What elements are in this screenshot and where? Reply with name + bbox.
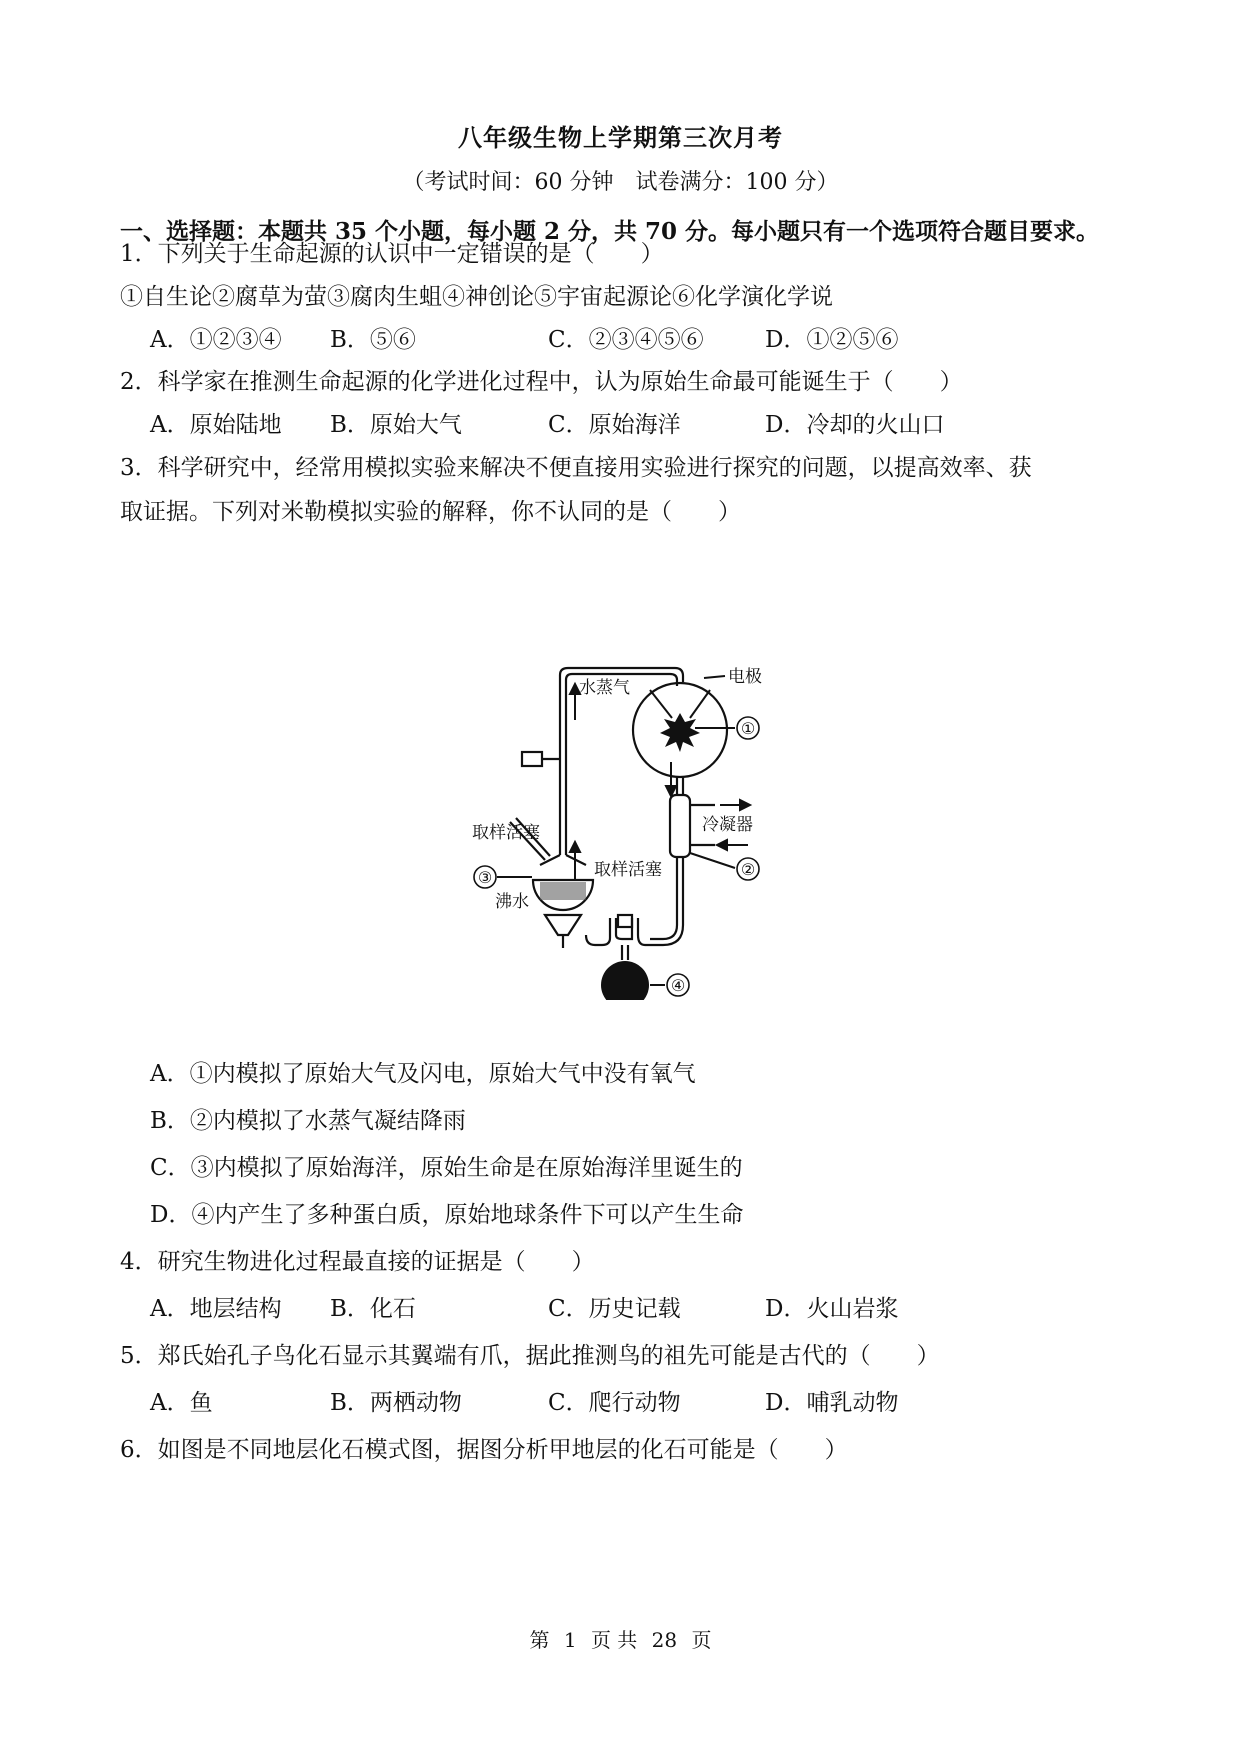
question-1-statements: ①自生论②腐草为萤③腐肉生蛆④神创论⑤宇宙起源论⑥化学演化学说 [120, 284, 833, 310]
question-5-option-d: D．哺乳动物 [765, 1390, 899, 1416]
question-2-option-b: B．原始大气 [330, 412, 462, 438]
question-5-stem: 5．郑氏始孔子鸟化石显示其翼端有爪，据此推测鸟的祖先可能是古代的（ ） [120, 1343, 940, 1369]
label-stopcock-right: 取样活塞 [594, 860, 662, 880]
question-2-option-d: D．冷却的火山口 [765, 412, 945, 438]
page-footer [0, 1624, 1241, 1653]
footer-prefix: 第 [529, 1628, 550, 1652]
section-heading: 一、选择题：本题共 35 个小题，每小题 2 分，共 70 分。每小题只有一个选项符合题目要求。 [120, 218, 1100, 245]
question-4-option-b: B．化石 [330, 1296, 416, 1322]
question-4-option-c: C．历史记载 [548, 1296, 681, 1322]
question-4-option-a: A．地层结构 [150, 1296, 282, 1322]
question-3-stem-line2: 取证据。下列对米勒模拟实验的解释，你不认同的是（ ） [120, 499, 741, 525]
question-2-option-c: C．原始海洋 [548, 412, 681, 438]
label-stopcock-left: 取样活塞 [472, 823, 540, 843]
question-3-option-d: D．④内产生了多种蛋白质，原始地球条件下可以产生生命 [150, 1202, 744, 1228]
question-1-option-c: C．②③④⑤⑥ [548, 327, 704, 353]
footer-mid: 页 共 [590, 1628, 638, 1652]
question-3-option-a: A．①内模拟了原始大气及闪电，原始大气中没有氧气 [150, 1061, 696, 1087]
footer-page-number: 1 [563, 1628, 577, 1652]
label-3: ③ [477, 868, 493, 887]
question-3-option-c: C．③内模拟了原始海洋，原始生命是在原始海洋里诞生的 [150, 1155, 743, 1181]
page-title: 八年级生物上学期第三次月考 [458, 123, 783, 152]
question-1-option-a: A．①②③④ [150, 327, 282, 353]
question-4-option-d: D．火山岩浆 [765, 1296, 899, 1322]
question-3-stem-line1: 3．科学研究中，经常用模拟实验来解决不便直接用实验进行探究的问题，以提高效率、获 [120, 455, 1032, 481]
label-steam: 水蒸气 [579, 678, 630, 698]
question-3-option-b: B．②内模拟了水蒸气凝结降雨 [150, 1108, 466, 1134]
label-2: ② [740, 860, 756, 879]
label-4: ④ [670, 976, 686, 995]
label-electrode: 电极 [728, 667, 762, 687]
question-4-stem: 4．研究生物进化过程最直接的证据是（ ） [120, 1249, 595, 1275]
question-1-option-b: B．⑤⑥ [330, 327, 416, 353]
miller-experiment-diagram [460, 650, 800, 1000]
question-5-option-c: C．爬行动物 [548, 1390, 681, 1416]
question-1-option-d: D．①②⑤⑥ [765, 327, 899, 353]
label-condenser: 冷凝器 [702, 815, 753, 835]
exam-info: （考试时间：60 分钟 试卷满分：100 分） [402, 170, 839, 195]
footer-total-pages: 28 [651, 1628, 678, 1652]
question-5-option-b: B．两栖动物 [330, 1390, 462, 1416]
question-6-stem: 6．如图是不同地层化石模式图，据图分析甲地层的化石可能是（ ） [120, 1437, 848, 1463]
question-2-option-a: A．原始陆地 [150, 412, 282, 438]
question-1-stem: 1．下列关于生命起源的认识中一定错误的是（ ） [120, 241, 664, 267]
question-5-option-a: A．鱼 [150, 1390, 213, 1416]
question-2-stem: 2．科学家在推测生命起源的化学进化过程中，认为原始生命最可能诞生于（ ） [120, 369, 963, 395]
footer-suffix: 页 [691, 1628, 712, 1652]
label-boiling-water: 沸水 [495, 892, 529, 912]
label-1: ① [740, 719, 756, 738]
